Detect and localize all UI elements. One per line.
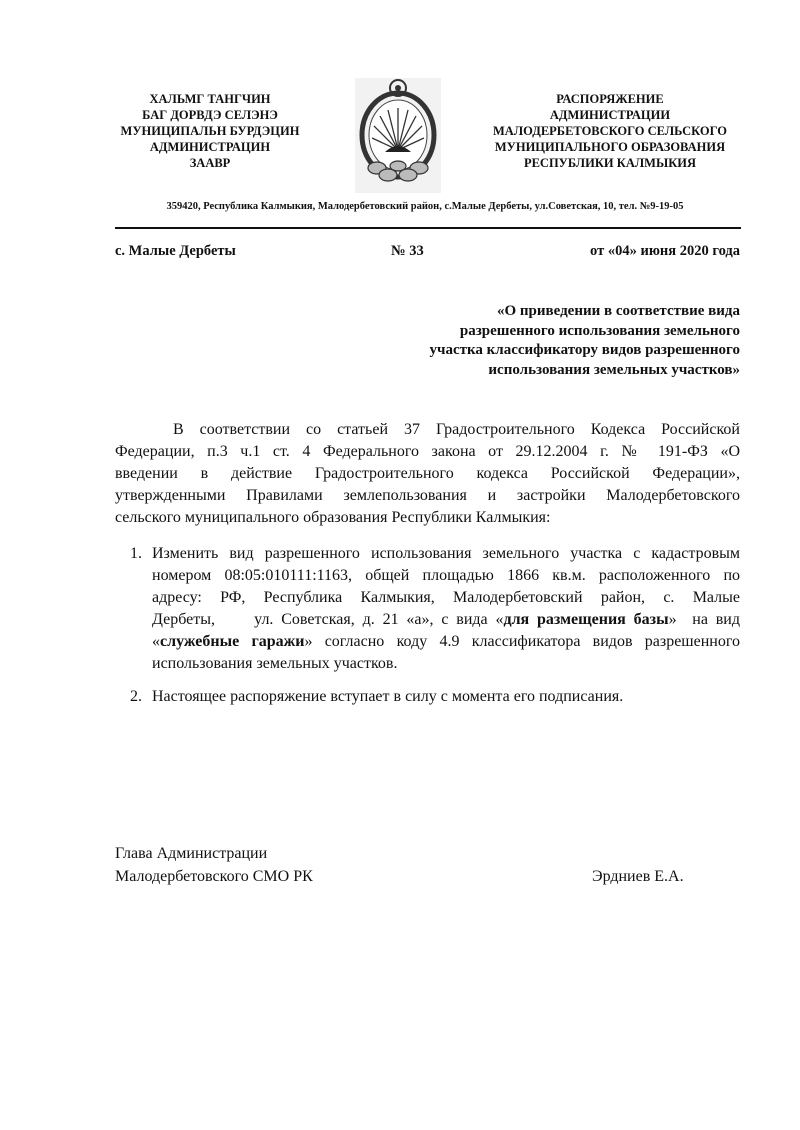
header-left-line: ЗААВР [189,156,231,170]
item-line: использования земельных участков. [152,655,398,672]
header-divider [115,227,741,229]
document-date: от «04» июня 2020 года [590,243,740,259]
header-left-line: БАГ ДОРВДЭ СЕЛЭНЭ [142,108,278,122]
address-line: 359420, Республика Калмыкия, Малодербетовский район, с.Малые Дербеты, ул.Советская, 10, тел. №9-19-05 [166,201,684,212]
header-right-line: РАСПОРЯЖЕНИЕ [556,92,664,106]
document-place: с. Малые Дербеты [115,243,236,259]
header-kalmyk-title [100,91,320,171]
header-right-line: МАЛОДЕРБЕТОВСКОГО СЕЛЬСКОГО [493,124,727,138]
document-title [429,302,740,380]
text-segment: « [152,633,160,650]
title-line: «О приведении в соответствие вида [496,303,740,319]
bold-text: служебные гаражи [160,633,305,650]
header-right-line: МУНИЦИПАЛЬНОГО ОБРАЗОВАНИЯ [494,140,726,154]
header-document-type [470,91,750,171]
document-number: № 33 [391,243,424,259]
preamble-line: утвержденными Правилами землепользования и застройки Малодербетовского [115,487,740,504]
text-segment: » согласно коду 4.9 классификатора видов разрешенного [304,633,740,650]
text-segment: Дербеты, ул. Советская, д. 21 «а», с вида « [152,611,504,628]
coat-of-arms-icon [355,78,441,193]
item-line [152,631,740,653]
list-number: 2. [130,688,142,705]
list-item: Настоящее распоряжение вступает в силу с момента его подписания. [152,688,624,705]
header-right-line: АДМИНИСТРАЦИИ [549,108,671,122]
preamble-line: введении в действие Градостроительного кодекса Российской Федерации», [115,465,740,482]
item-line: номером 08:05:010111:1163, общей площадью 1866 кв.м. расположенного по [152,567,740,584]
item-line: адресу: РФ, Республика Калмыкия, Малодербетовский район, с. Малые [152,589,740,606]
signature-position: Малодербетовского СМО РК [115,868,313,885]
title-line: участка классификатору видов разрешенного [429,342,740,358]
header-left-line: МУНИЦИПАЛЬН БУРДЭЦИН [120,124,300,138]
preamble-line: Федерации, п.3 ч.1 ст. 4 Федерального закона от 29.12.2004 г. № 191-ФЗ «О [115,443,740,460]
header-left-line: ХАЛЬМГ ТАНГЧИН [149,92,271,106]
preamble-line: сельского муниципального образования Республики Калмыкия: [115,509,551,526]
signatory-name: Эрдниев Е.А. [592,868,684,885]
bold-text: для размещения базы [503,611,669,628]
title-line: использования земельных участков» [488,361,740,378]
preamble-paragraph [115,419,740,529]
header-left-line: АДМИНИСТРАЦИН [149,140,271,154]
title-line: разрешенного использования земельного [459,322,740,339]
item-line: Изменить вид разрешенного использования земельного участка с кадастровым [152,545,740,562]
text-segment: » на вид [668,611,740,628]
header-right-line: РЕСПУБЛИКИ КАЛМЫКИЯ [523,156,697,170]
list-number: 1. [130,545,142,562]
signature-position: Глава Администрации [115,845,268,862]
item-line [152,609,740,631]
preamble-line: В соответствии со статьей 37 Градостроительного Кодекса Российской [173,421,740,438]
list-item [152,543,740,675]
